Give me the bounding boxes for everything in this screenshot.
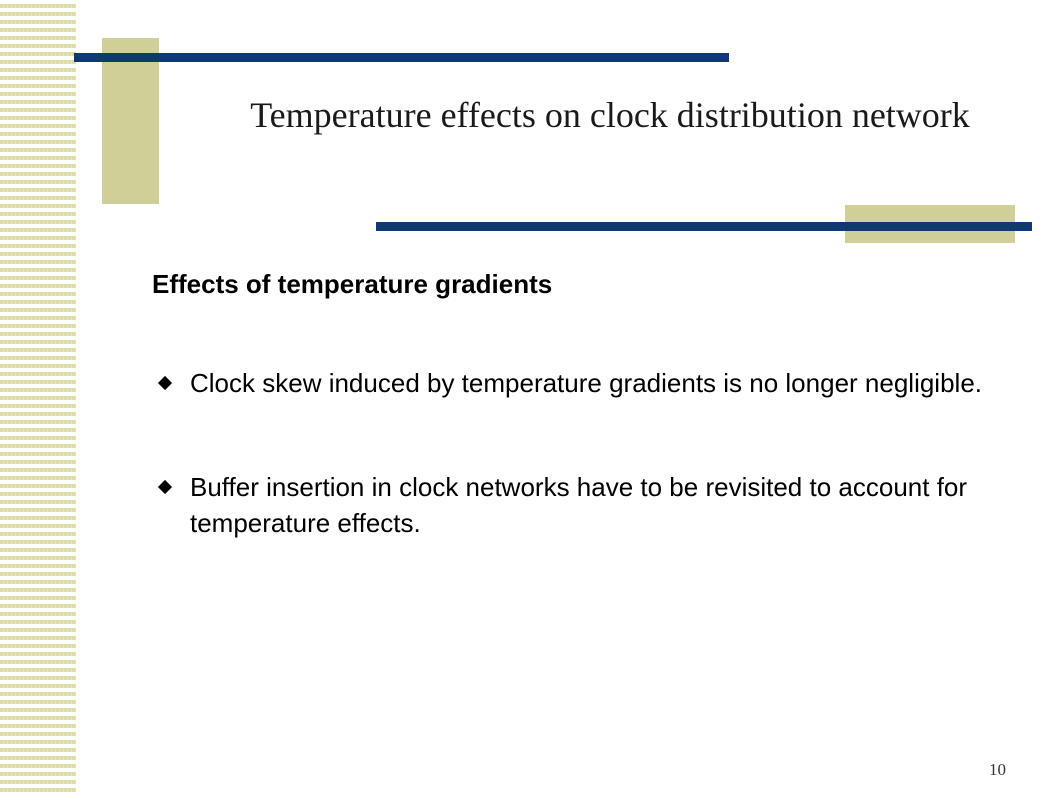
bullet-list xyxy=(152,365,1022,541)
slide-content xyxy=(152,264,1022,541)
diamond-bullet-icon xyxy=(158,480,172,494)
left-stripe-decoration xyxy=(0,0,76,793)
bullet-text: Clock skew induced by temperature gradients is no longer negligible. xyxy=(190,368,982,398)
slide-title: Temperature effects on clock distribution network xyxy=(250,95,970,135)
navy-rule-bottom xyxy=(376,222,1032,231)
bullet-item xyxy=(152,365,1022,401)
subheading: Effects of temperature gradients xyxy=(152,269,553,299)
diamond-bullet-icon xyxy=(158,376,172,390)
bullet-text: Buffer insertion in clock networks have to be revisited to account for temperature effects. xyxy=(190,472,968,538)
page-number: 10 xyxy=(989,760,1006,779)
bullet-item xyxy=(152,469,1022,541)
olive-accent-block-left xyxy=(102,38,159,204)
navy-rule-top xyxy=(74,53,729,62)
